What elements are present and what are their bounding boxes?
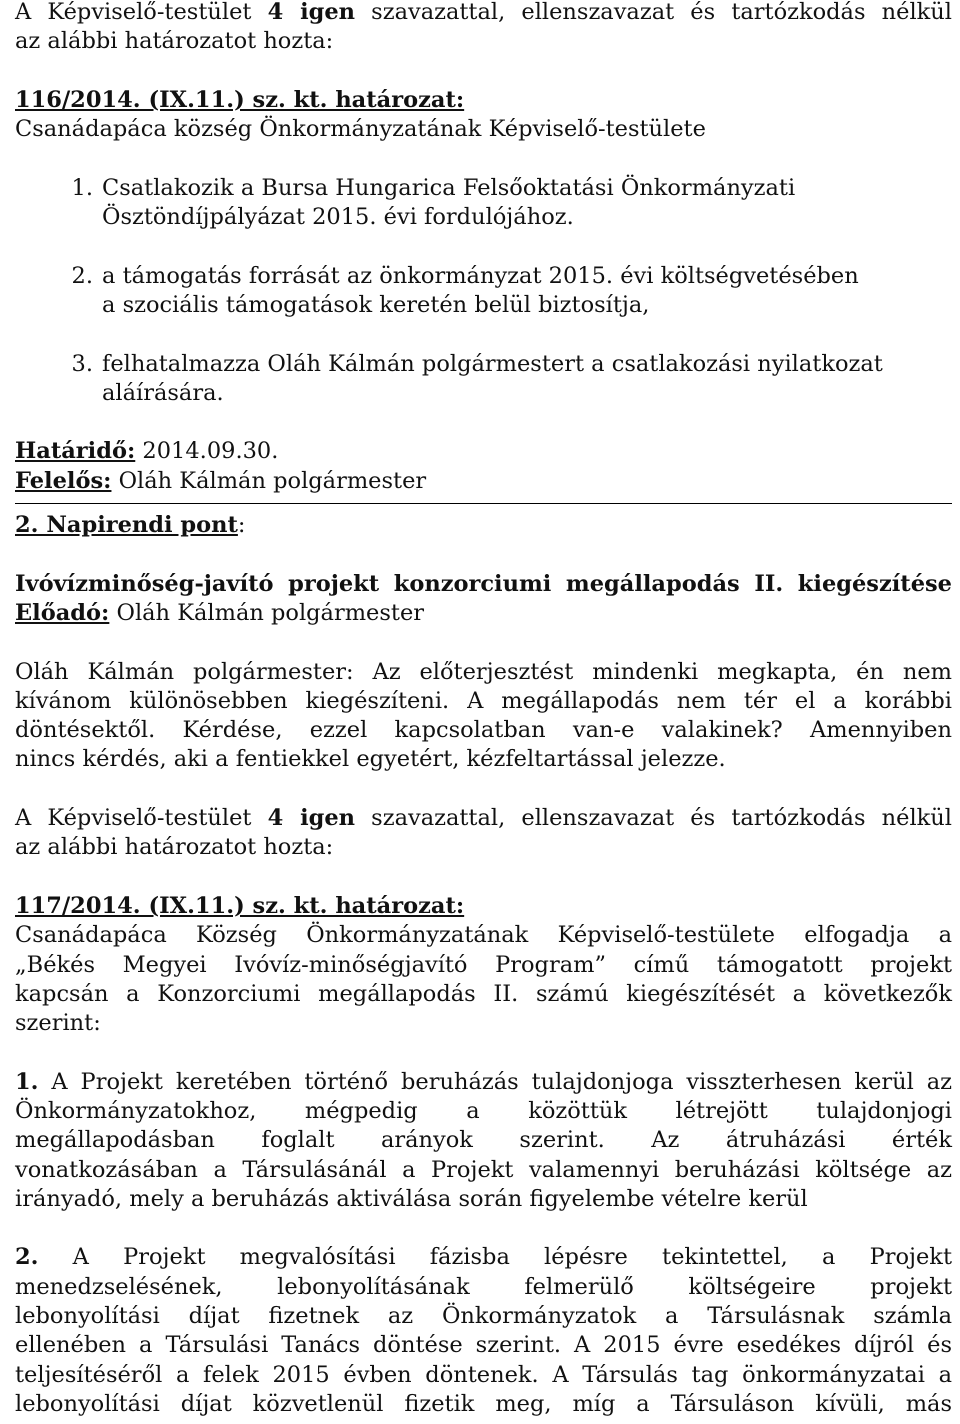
vote-statement-2: A Képviselő-testület 4 igen szavazattal, ellenszavazat és tartózkodás nélkül (15, 805, 952, 832)
document-page (15, 0, 952, 1419)
vote-statement-2-cont: az alábbi határozatot hozta: (15, 834, 334, 861)
resolution-116-item-3: 3. felhatalmazza Oláh Kálmán polgármestert a csatlakozási nyilatkozat aláírására. (71, 350, 883, 406)
resolution-116-item-2: 2. a támogatás forrását az önkormányzat 2015. évi költségvetésében a szociális támogatások keretén belül biztosítja, (71, 262, 859, 318)
resolution-117-number: 117/2014. (IX.11.) sz. kt. határozat: (15, 892, 465, 919)
agenda-label: 2. Napirendi pont: (15, 512, 246, 539)
vote-statement-1-cont: az alábbi határozatot hozta: (15, 28, 334, 55)
resolution-116-item-1: 1. Csatlakozik a Bursa Hungarica Felsőoktatási Önkormányzati Ösztöndíjpályázat 2015. évi fordulójához. (71, 174, 796, 231)
vote-count: 4 igen (267, 0, 356, 25)
deadline: Határidő: 2014.09.30. (15, 438, 279, 465)
agenda-presenter: Előadó: Oláh Kálmán polgármester (15, 599, 425, 626)
mayor-speech: Oláh Kálmán polgármester: Az előterjesztést mindenki megkapta, én nem kívánom különösebben kiegészíteni. A megállapodás nem tér el a korábbi döntésektől. Kérdése, ezzel kapcsolatban van-e valakinek? Amennyiben nincs kérdés, aki a fentiekkel egyetért, kézfeltartással jelezze. (15, 658, 952, 773)
responsible: Felelős: Oláh Kálmán polgármester (15, 467, 427, 494)
resolution-117-body: Csanádapáca Község Önkormányzatának Képviselő-testülete elfogadja a „Békés Megyei Ivóvíz-minőségjavító Program” című támogatott projekt kapcsán a Konzorciumi megállapodás II. számú kiegészítését a következők szerint: (15, 922, 952, 1037)
agenda-section (15, 503, 952, 628)
vote-count: 4 igen (267, 805, 356, 832)
resolution-116-number: 116/2014. (IX.11.) sz. kt. határozat: (15, 86, 465, 113)
resolution-116-body: Csanádapáca község Önkormányzatának Képviselő-testülete (15, 116, 706, 143)
agenda-title: Ivóvízminőség-javító projekt konzorciumi megállapodás II. kiegészítése (15, 570, 952, 597)
vote-statement-1: A Képviselő-testület 4 igen szavazattal, ellenszavazat és tartózkodás nélkül (15, 0, 952, 25)
resolution-117-point-2: 2. A Projekt megvalósítási fázisba lépésre tekintettel, a Projekt menedzselésének, lebonyolításának felmerülő költségeire projekt lebonyolítási díjat fizetnek az Önkormányzatok a Társulásnak számla ellenében a Társulási Tanács döntése szerint. A 2015 évre esedékes díjról és teljesítéséről a felek 2015 évben döntenek. A Társulás tag önkormányzatai a lebonyolítási díjat közvetlenül fizetik meg, míg a Társuláson kívüli, más (15, 1244, 952, 1417)
resolution-117-point-1: 1. A Projekt keretében történő beruházás tulajdonjoga visszterhesen kerül az Önkormányzatokhoz, mégpedig a közöttük létrejött tulajdonjogi megállapodásban foglalt arányok szerint. Az átruházási érték vonatkozásában a Társulásánál a Projekt valamennyi beruházási költsége az irányadó, mely a beruházás aktiválása során figyelembe vételre kerül (15, 1068, 952, 1212)
